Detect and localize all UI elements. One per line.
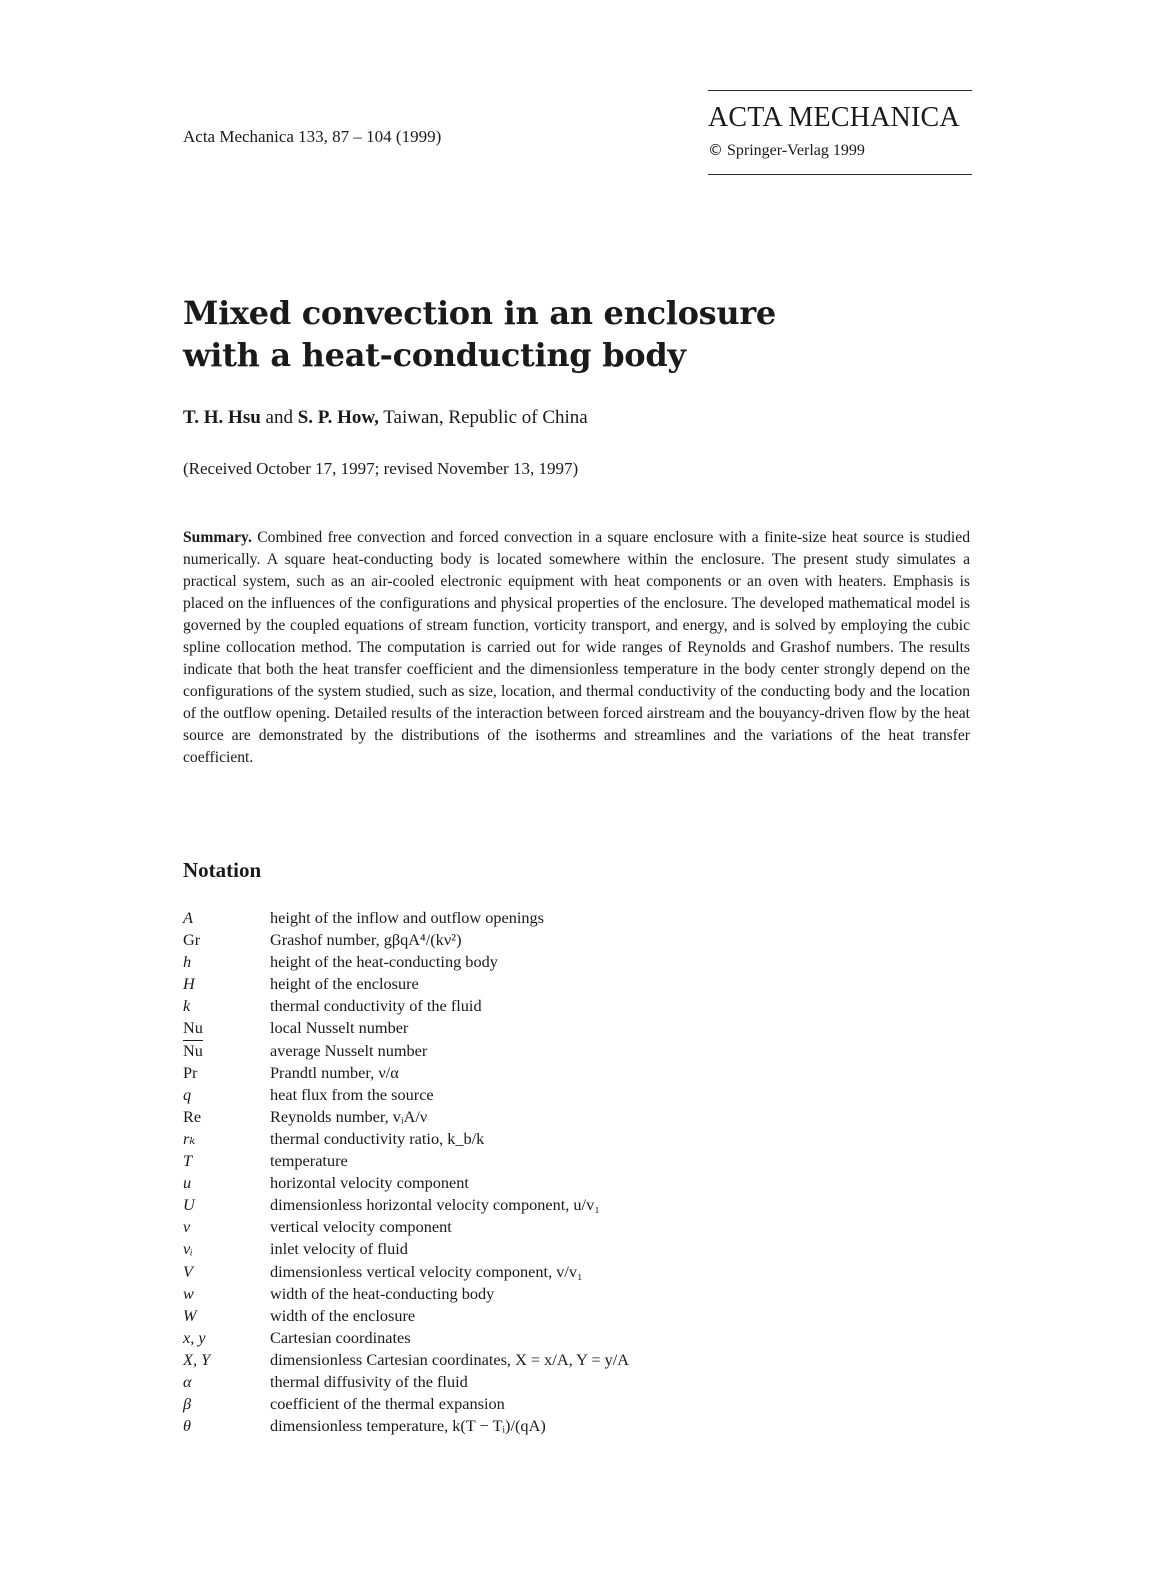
journal-name: ACTA MECHANICA <box>708 102 960 133</box>
copyright-line <box>708 141 972 160</box>
notation-row <box>183 1216 883 1238</box>
masthead-bottom-rule <box>708 174 972 175</box>
notation-row <box>183 1017 883 1039</box>
notation-row <box>183 973 883 995</box>
notation-symbol: T <box>183 1151 193 1171</box>
notation-symbol: H <box>183 974 195 994</box>
summary-label: Summary. <box>183 529 252 546</box>
notation-row <box>183 1371 883 1393</box>
notation-row <box>183 1062 883 1084</box>
notation-heading: Notation <box>183 858 262 882</box>
notation-definition: temperature <box>270 1151 348 1171</box>
notation-symbol: U <box>183 1195 195 1215</box>
notation-row <box>183 995 883 1017</box>
notation-definition: coefficient of the thermal expansion <box>270 1394 505 1414</box>
notation-definition: vertical velocity component <box>270 1217 452 1237</box>
notation-row <box>183 1150 883 1172</box>
author-2: S. P. How, <box>297 407 379 428</box>
notation-symbol: v <box>183 1217 191 1237</box>
notation-row <box>183 907 883 929</box>
notation-row <box>183 1393 883 1415</box>
notation-definition: Prandtl number, ν/α <box>270 1062 399 1082</box>
notation-symbol: x, y <box>183 1327 206 1347</box>
notation-row <box>183 1283 883 1305</box>
notation-symbol: h <box>183 952 192 972</box>
notation-definition: horizontal velocity component <box>270 1173 469 1193</box>
notation-definition: thermal diffusivity of the fluid <box>270 1371 468 1391</box>
notation-definition: dimensionless horizontal velocity component, u/v₁ <box>270 1195 600 1215</box>
notation-definition: local Nusselt number <box>270 1018 409 1038</box>
notation-row <box>183 1261 883 1283</box>
notation-row <box>183 1040 883 1062</box>
notation-symbol-overlined: $\overline{Nu}$ <box>183 1040 203 1060</box>
masthead-top-rule <box>708 90 972 91</box>
summary-text: Combined free convection and forced convection in a square enclosure with a finite-size heat source is studied numerically. A square heat-conducting body is located somewhere within the enclosure. The present study simulates a practical system, such as an air-cooled electronic equipment with heat components or an oven with heaters. Emphasis is placed on the influences of the configurations and physical properties of the enclosure. The developed mathematical model is governed by the coupled equations of stream function, vorticity transport, and energy, and is solved by employing the cubic spline collocation method. The computation is carried out for wide ranges of Reynolds and Grashof numbers. The results indicate that both the heat transfer coefficient and the dimensionless temperature in the body center strongly depend on the configurations of the system studied, such as size, location, and thermal conductivity of the conducting body and the location of the outflow opening. Detailed results of the interaction between forced airstream and the bouyancy-driven flow by the heat source are demonstrated by the distributions of the isotherms and streamlines and the variations of the heat transfer coefficient. <box>183 529 974 766</box>
notation-definition: height of the inflow and outflow openings <box>270 908 545 927</box>
notation-definition: width of the heat-conducting body <box>270 1283 495 1303</box>
notation-definition: thermal conductivity ratio, k_b/k <box>270 1128 485 1148</box>
title-line-1: Mixed convection in an enclosure <box>183 294 776 332</box>
notation-definition: average Nusselt number <box>270 1040 428 1060</box>
author-conjunction: and <box>260 407 298 428</box>
copyright-symbol: © <box>708 141 723 159</box>
notation-definition: Grashof number, gβqA⁴/(kν²) <box>270 930 462 950</box>
author-1: T. H. Hsu <box>183 407 261 428</box>
notation-symbol: Nu <box>183 1018 203 1038</box>
notation-row <box>183 1349 883 1371</box>
notation-definition: dimensionless temperature, k(T − Tᵢ)/(qA) <box>270 1416 546 1436</box>
author-line <box>183 407 588 429</box>
notation-list <box>183 907 883 1437</box>
notation-row <box>183 1238 883 1260</box>
author-affiliation: Taiwan, Republic of China <box>378 407 588 428</box>
notation-symbol: Gr <box>183 930 201 950</box>
notation-symbol: u <box>183 1173 192 1193</box>
notation-symbol: vᵢ <box>183 1239 193 1259</box>
notation-definition: height of the enclosure <box>270 974 419 994</box>
notation-row <box>183 1415 883 1437</box>
notation-symbol: A <box>183 908 193 927</box>
notation-symbol: W <box>183 1305 197 1325</box>
notation-definition: Reynolds number, vᵢA/ν <box>270 1106 428 1126</box>
journal-masthead <box>708 90 972 175</box>
notation-row <box>183 929 883 951</box>
notation-definition: dimensionless Cartesian coordinates, X = x/A, Y = y/A <box>270 1349 630 1369</box>
notation-symbol: V <box>183 1261 193 1281</box>
summary-paragraph <box>183 527 974 769</box>
notation-definition: heat flux from the source <box>270 1084 434 1104</box>
notation-row <box>183 1084 883 1106</box>
notation-definition: Cartesian coordinates <box>270 1327 411 1347</box>
notation-symbol: Re <box>183 1106 202 1126</box>
notation-symbol: k <box>183 996 191 1016</box>
paper-title <box>183 292 776 376</box>
notation-symbol: θ <box>183 1416 191 1436</box>
notation-definition: width of the enclosure <box>270 1305 416 1325</box>
title-line-2: with a heat-conducting body <box>183 336 686 374</box>
notation-row <box>183 1106 883 1128</box>
notation-symbol: w <box>183 1283 194 1303</box>
notation-symbol: Pr <box>183 1062 198 1082</box>
notation-symbol: rₖ <box>183 1128 196 1148</box>
received-dates: (Received October 17, 1997; revised November 13, 1997) <box>183 459 579 478</box>
journal-citation: Acta Mechanica 133, 87 – 104 (1999) <box>183 127 442 146</box>
notation-row <box>183 951 883 973</box>
notation-definition: dimensionless vertical velocity component, v/v₁ <box>270 1261 583 1281</box>
notation-symbol: α <box>183 1371 192 1391</box>
notation-symbol: β <box>183 1394 192 1414</box>
notation-symbol: q <box>183 1084 192 1104</box>
notation-row <box>183 1327 883 1349</box>
notation-definition: inlet velocity of fluid <box>270 1239 408 1259</box>
notation-row <box>183 1305 883 1327</box>
notation-row <box>183 1194 883 1216</box>
notation-definition: height of the heat-conducting body <box>270 952 498 972</box>
notation-definition: thermal conductivity of the fluid <box>270 996 482 1016</box>
copyright-text: Springer-Verlag 1999 <box>727 142 865 159</box>
notation-symbol: X, Y <box>183 1349 211 1369</box>
notation-row <box>183 1172 883 1194</box>
notation-row <box>183 1128 883 1150</box>
